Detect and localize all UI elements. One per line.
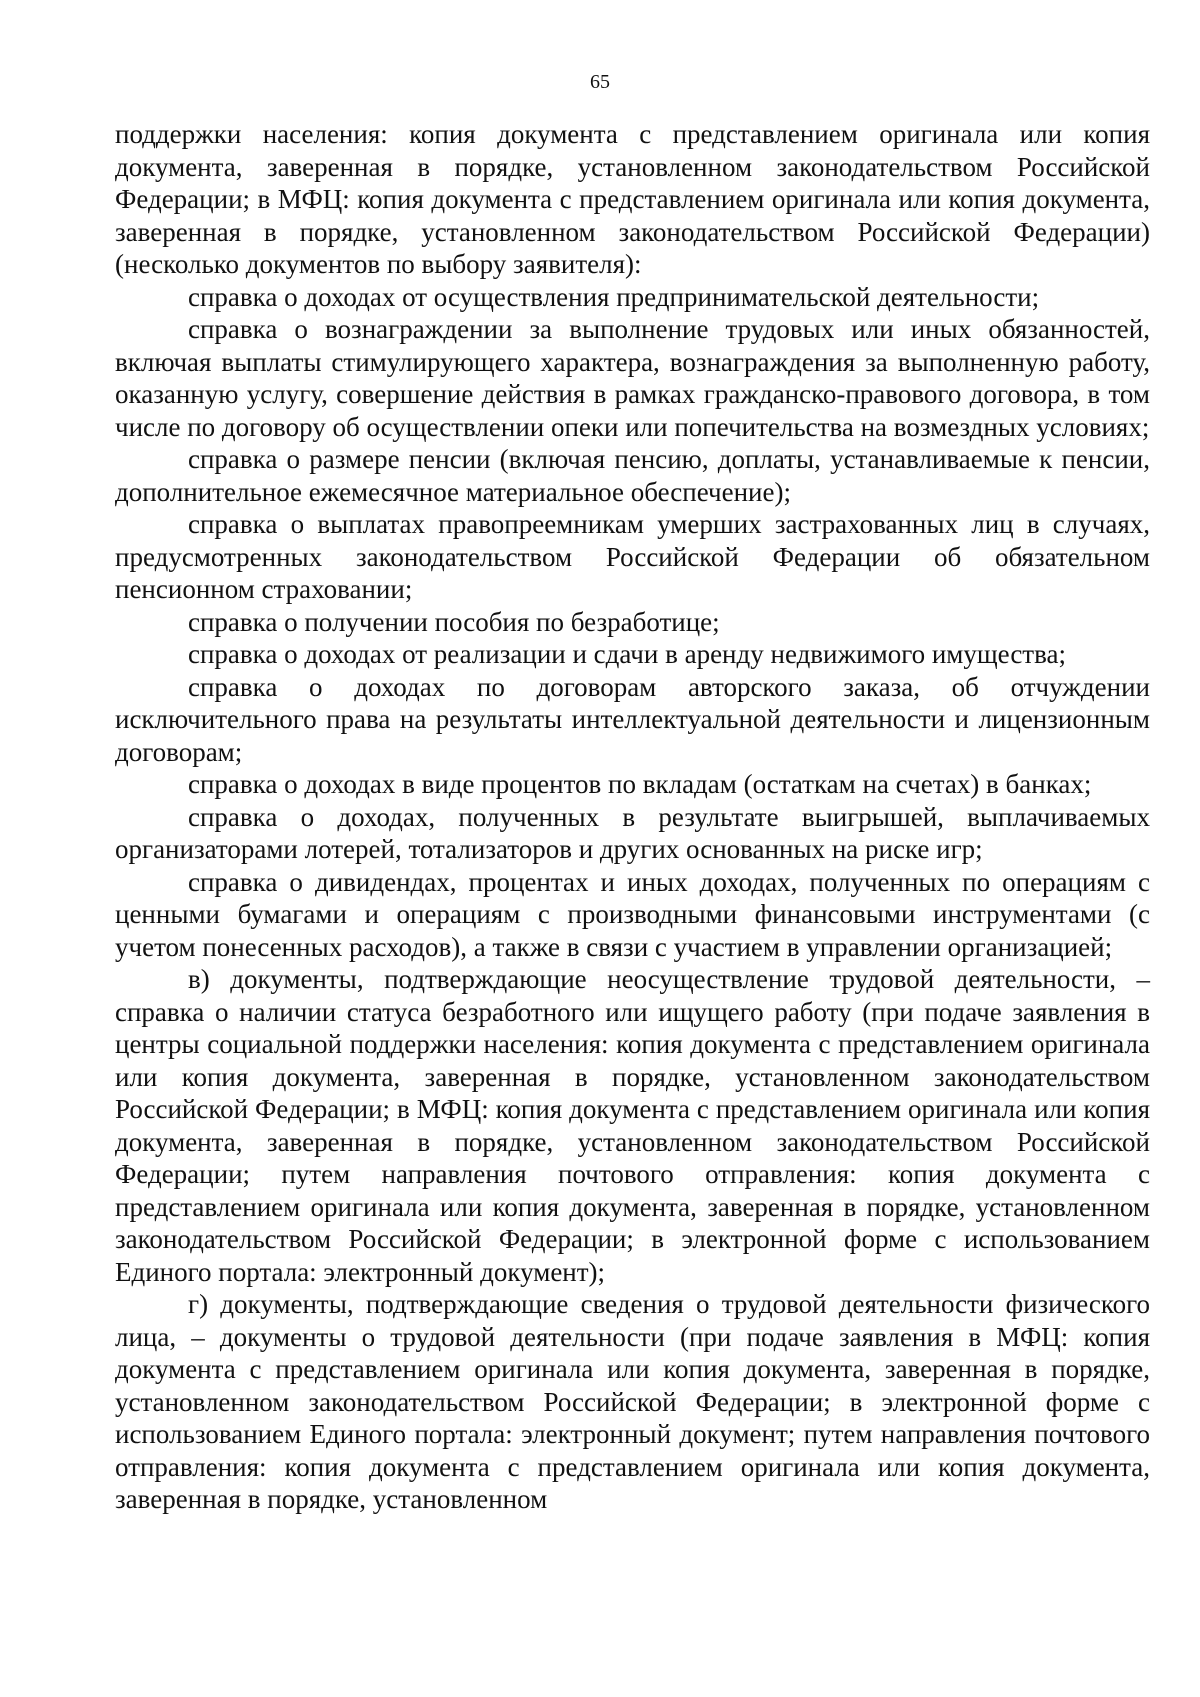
page-number: 65 [590,71,610,93]
paragraph-item: справка о доходах от реализации и сдачи в аренду недвижимого имущества; [188,639,1066,669]
document-body [115,118,1150,1516]
paragraph-item: справка о дивидендах, процентах и иных доходах, полученных по операциям с ценными бумагами и операциям с производными финансовыми инструментами (с учетом понесенных расходов), а также в связи с участием в управлении организацией; [115,866,1150,962]
paragraph-subsection-g: г) документы, подтверждающие сведения о трудовой деятельности физического лица, – документы о трудовой деятельности (при подаче заявления в МФЦ: копия документа с представлением оригинала или копия документа, заверенная в порядке, установленном законодательством Российской Федерации; в электронной форме с использованием Единого портала: электронный документ; путем направления почтового отправления: копия документа с представлением оригинала или копия документа, заверенная в порядке, установленном [115,1289,1150,1514]
paragraph-item: справка о выплатах правопреемникам умерших застрахованных лиц в случаях, предусмотренных законодательством Российской Федерации об обязательном пенсионном страховании; [115,509,1150,604]
paragraph-item: справка о доходах, полученных в результате выигрышей, выплачиваемых организаторами лотерей, тотализаторов и других основанных на риске игр; [115,801,1150,864]
paragraph-item: справка о доходах от осуществления предпринимательской деятельности; [188,281,1040,312]
paragraph-continuation: поддержки населения: копия документа с представлением оригинала или копия документа, заверенная в порядке, установленном законодательством Российской Федерации; в МФЦ: копия документа с представлением оригинала или копия документа, заверенная в порядке, установленном законодательством Российской Федерации) (несколько документов по выбору заявителя): [115,119,1150,279]
paragraph-item: справка о размере пенсии (включая пенсию, доплаты, устанавливаемые к пенсии, дополнительное ежемесячное материальное обеспечение); [115,444,1150,507]
paragraph-item: справка о доходах в виде процентов по вкладам (остаткам на счетах) в банках; [188,769,1092,799]
paragraph-item: справка о доходах по договорам авторского заказа, об отчуждении исключительного права на результаты интеллектуальной деятельности и лицензионным договорам; [115,671,1150,767]
paragraph-item: справка о вознаграждении за выполнение трудовых или иных обязанностей, включая выплаты стимулирующего характера, вознаграждения за выполненную работу, оказанную услугу, совершение действия в рамках гражданско-правового договора, в том числе по договору об осуществлении опеки или попечительства на возмездных условиях; [115,314,1150,442]
paragraph-subsection-v: в) документы, подтверждающие неосуществление трудовой деятельности, – справка о наличии статуса безработного или ищущего работу (при подаче заявления в центры социальной поддержки населения: копия документа с представлением оригинала или копия документа, заверенная в порядке, установленном законодательством Российской Федерации; в МФЦ: копия документа с представлением оригинала или копия документа, заверенная в порядке, установленном законодательством Российской Федерации; путем направления почтового отправления: копия документа с представлением оригинала или копия документа, заверенная в порядке, установленном законодательством Российской Федерации; в электронной форме с использованием Единого портала: электронный документ); [115,964,1150,1287]
paragraph-item: справка о получении пособия по безработице; [188,606,720,637]
